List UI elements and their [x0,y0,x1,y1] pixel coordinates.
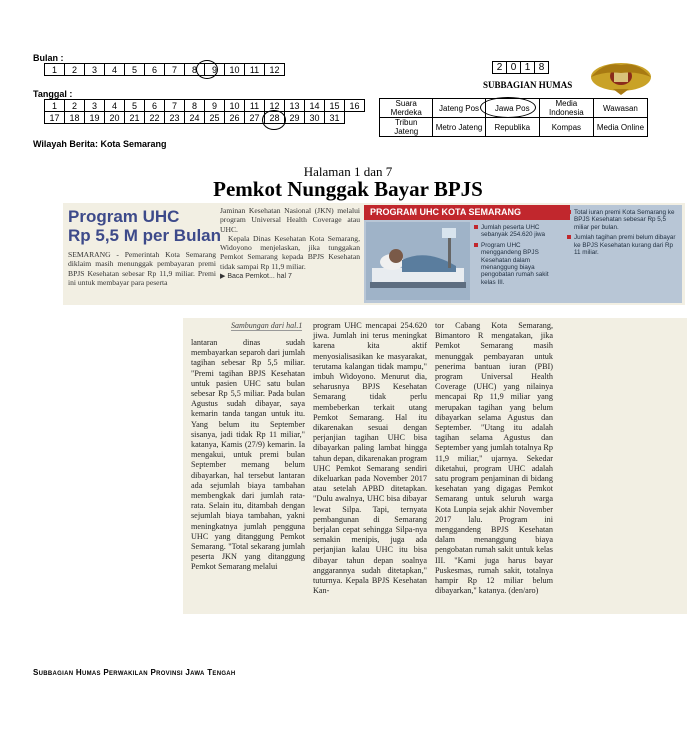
lead-text-3: Kepala Dinas Kesehatan Kota Semarang, Widoyono menjelaskan, jika tunggakan Pemkot Semarang kepada BPJS Kesehatan tidak sampai Rp 11,9 miliar. [220,233,360,271]
month-grid [44,63,285,76]
media-cell-Metro Jateng: Metro Jateng [433,118,485,137]
lead-title-2: Rp 5,5 M per Bulan [68,226,222,245]
bullet-square-icon [474,243,478,247]
month-cell-11: 11 [245,64,265,76]
lead-text: SEMARANG - Pemerintah Kota Semarang diklaim masih menunggak pembayaran premi BPJS Kesehatan sebesar Rp 11,9 miliar. Premi ini untuk membayar para peserta [68,250,216,287]
continuation-clipping [183,318,687,614]
date-cell-30: 30 [305,112,325,124]
infographic-item: Jumlah peserta UHC sebanyak 254.620 jiwa [481,224,546,239]
year-grid [492,61,549,74]
date-cell-23: 23 [165,112,185,124]
date-cell-4: 4 [105,100,125,112]
year-digit-8: 8 [535,62,549,74]
month-circle-mark [196,60,218,79]
media-cell-Tribun Jateng: Tribun Jateng [380,118,433,137]
date-cell-15: 15 [325,100,345,112]
month-cell-3: 3 [85,64,105,76]
date-cell-25: 25 [205,112,225,124]
page-reference: Halaman 1 dan 7 [303,164,393,179]
date-cell-9: 9 [205,100,225,112]
article-column-1: lantaran dinas sudah membayarkan separoh dari jumlah tagihan sebesar Rp 5,5 miliar. "Premi tagihan BPJS Kesehatan untuk pasien UHC satu bulan sebesar Rp 5,5 miliar. Pada bulan Agustus sudah dibayar, saya kemarin tanda tangan untuk itu. Yang belum itu September sisanya, jadi tidak Rp 11 miliar," katanya, Kamis (27/9) kemarin. Ia mengakui, untuk premi bulan September memang belum dibayarkan, hal tersebut lantaran ada sejumlah biaya tambahan membengkak dari jumlah rata-rata. Selain itu, ditambah dengan sejumlah biaya tambahan, yakni meningkatnya jumlah pengguna UHC yang ditanggung Pemkot Semarang. "Total sekarang jumlah peserta JKN yang ditanggung Pemkot Semarang melalui [191,338,305,572]
infographic-right-items [567,209,679,259]
month-cell-1: 1 [45,64,65,76]
date-cell-8: 8 [185,100,205,112]
month-cell-2: 2 [65,64,85,76]
year-digit-0: 0 [507,62,521,74]
date-cell-18: 18 [65,112,85,124]
dept-label: SUBBAGIAN HUMAS [483,80,573,90]
media-cell-Jateng Pos: Jateng Pos [433,99,485,118]
article-column-3: tor Cabang Kota Semarang, Bimantoro R mengatakan, jika Pemkot Semarang masih menunggak pembayaran untuk penerima bantuan iuran (PBI) program Universal Health Coverage (UHC) yang nilainya mencapai Rp 11,9 miliar yang merupakan tagihan yang belum dibayarkan selama Agustus dan September. "Utang itu adalah tagihan selama Agustus dan September yang jumlah totalnya Rp 11,9 miliar," ujarnya. Sekedar diketahui, program UHC adalah satu program penjaminan di bidang kesehatan yang digagas Pemkot Semarang untuk seluruh warga Kota Lunpia sejak akhir November 2017 lalu. Program ini menggandeng BPJS Kesehatan dalam menanggung biaya pengobatan rumah sakit untuk kelas III. "Kami juga harus bayar Puskesmas, rumah sakit, totalnya hampir Rp 12 miliar belum dibayarkan," katanya. (den/aro) [435,321,553,596]
date-cell-21: 21 [125,112,145,124]
media-cell-Suara Merdeka: Suara Merdeka [380,99,433,118]
infographic-item: Program UHC menggandeng BPJS Kesehatan dalam menanggung biaya pengobatan rumah sakit kelas III. [481,241,549,286]
region-label: Wilayah Berita: Kota Semarang [33,139,167,149]
headline: Pemkot Nunggak Bayar BPJS [213,177,483,201]
media-cell-Kompas: Kompas [539,118,593,137]
month-label: Bulan : [33,53,64,63]
garuda-emblem-icon [587,55,655,97]
month-cell-7: 7 [165,64,185,76]
date-cell-7: 7 [165,100,185,112]
media-cell-Republika: Republika [485,118,539,137]
date-cell-5: 5 [125,100,145,112]
footer-label: Subbagian Humas Perwakilan Provinsi Jawa Tengah [33,668,236,677]
date-cell-12: 12 [265,100,285,112]
date-cell-6: 6 [145,100,165,112]
infographic-item: Total iuran premi Kota Semarang ke BPJS Kesehatan sebesar Rp 5,5 miliar per bulan. [574,209,675,231]
month-cell-6: 6 [145,64,165,76]
month-cell-8: 8 [185,64,205,76]
date-cell-10: 10 [225,100,245,112]
continued-label: Sambungan dari hal.1 [231,321,303,330]
date-cell-20: 20 [105,112,125,124]
date-cell-24: 24 [185,112,205,124]
date-cell-29: 29 [285,112,305,124]
infographic-title: PROGRAM UHC KOTA SEMARANG [364,205,570,220]
month-cell-9: 9 [205,64,225,76]
date-cell-17: 17 [45,112,65,124]
bullet-square-icon [567,235,571,239]
date-cell-27: 27 [245,112,265,124]
date-cell-11: 11 [245,100,265,112]
date-label: Tanggal : [33,89,73,99]
year-digit-1: 1 [521,62,535,74]
article-column-2: program UHC mencapai 254.620 jiwa. Jumlah ini terus meningkat karena kita aktif menyosialisasikan ke masyarakat, terutama kalangan tidak mampu," imbuh Widoyono. Menurut dia, seharusnya BPJS Kesehatan Semarang tidak perlu membeberkan terkait utang Pemkot Semarang. Hal itu dikarenakan sesuai dengan perjanjian tagihan UHC bisa dibayarkan paling lambat hingga tahun depan, dikarenakan program UHC Pemkot Semarang sendiri dikeluarkan pada November 2017 atau setelah APBD ditetapkan. "Dulu awalnya, UHC bisa dibayar lewat Silpa. Tapi, ternyata pembangunan di Semarang berjalan cepat sehingga Silpa-nya semakin menipis, juga ada perjanjian kalau UHC itu bisa dibayar tahun depan soalnya anggarannya sudah ditetapkan," tuturnya. Kepala BPJS Kesehatan Kan- [313,321,427,596]
lead-title-1: Program UHC [68,207,180,226]
date-cell-31: 31 [325,112,345,124]
date-cell-28: 28 [265,112,285,124]
date-cell-26: 26 [225,112,245,124]
date-cell-13: 13 [285,100,305,112]
month-cell-5: 5 [125,64,145,76]
date-grid [44,99,365,124]
date-cell-1: 1 [45,100,65,112]
patient-bed-illustration-icon [366,222,470,300]
media-circle-mark [480,97,536,118]
infographic-left-items [474,224,562,289]
bullet-square-icon [474,225,478,229]
date-cell-19: 19 [85,112,105,124]
lead-more-link: ▶ Baca Pemkot... hal 7 [220,273,292,281]
date-cell-2: 2 [65,100,85,112]
date-circle-mark [262,110,286,130]
bullet-square-icon [567,210,571,214]
date-cell-3: 3 [85,100,105,112]
month-cell-10: 10 [225,64,245,76]
date-cell-22: 22 [145,112,165,124]
infographic-item: Jumlah tagihan premi belum dibayar ke BPJS Kesehatan kurang dari Rp 11 miliar. [574,234,676,257]
month-cell-12: 12 [265,64,285,76]
date-cell-16: 16 [345,100,365,112]
uhc-infographic [364,205,682,303]
month-cell-4: 4 [105,64,125,76]
year-digit-2: 2 [493,62,507,74]
media-cell-Jawa Pos: Jawa Pos [485,99,539,118]
media-cell-Media Online: Media Online [593,118,647,137]
lead-clipping [63,203,685,305]
media-cell-Media Indonesia: Media Indonesia [539,99,593,118]
date-cell-14: 14 [305,100,325,112]
media-cell-Wawasan: Wawasan [593,99,647,118]
lead-text-2: Jaminan Kesehatan Nasional (JKN) melalui program Universal Health Coverage atau UHC. [220,206,360,234]
